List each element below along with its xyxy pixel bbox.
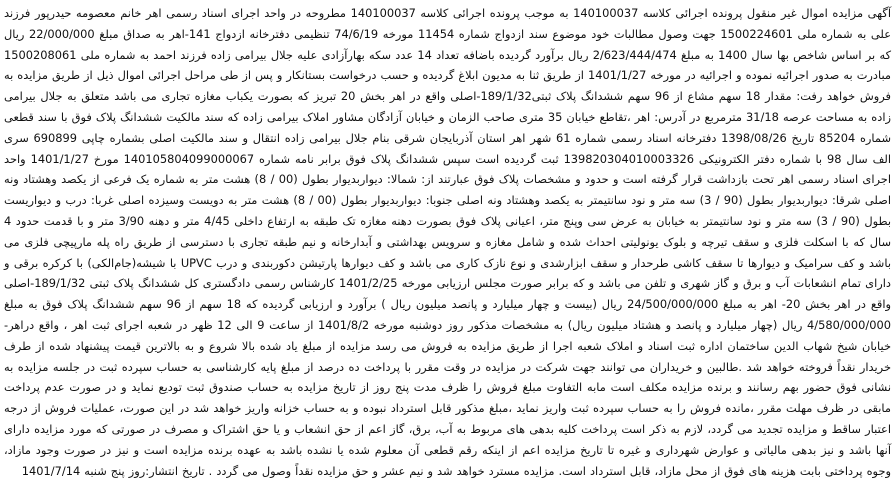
auction-notice-text: آگهی مزایده اموال غیر منقول پرونده اجرائی کلاسه 140100037 به موجب پرونده اجرائی کلاسه 140100037 مطروحه در واحد اجرای اسناد رسمی اهر خانم معصومه حیدرپور فرزند علی به شماره ملی 1500224601 جهت وصول مطالبات خود موضوع سند ازدواج شماره 11454 مورخه 74/6/19 تنظیمی دفترخانه ازدواج 141-اهر به صداق مبلغ 22/000/000 ریال که بر اساس شاخص بها سال 1400 به مبلغ 2/623/444/474 ریال برآورد گردیده باضافه تعداد 14 عدد سکه بهارآزادی علیه جلال بیرامی زاده فرزند احمد به شماره ملی 1500208061 مبادرت به صدور اجرائیه نموده و اجرائیه در مورخه 1401/1/27 از طریق ثنا به مدیون ابلاغ گردیده و حسب درخواست بستانکار و پس از طی مراحل اجرائی اموال ذیل از طریق مزایده به فروش خواهد رفت: مقدار 18 سهم مشاع از 96 سهم ششدانگ پلاک ثبتی189/1/32-اصلی واقع در اهر بخش 20 تبریز که بصورت یکباب مغازه تجاری می باشد متعلق به جلال بیرامی زاده به مساحت عرصه 31/18 مترمربع در آدرس: اهر ،تقاطع خیابان 35 متری صاحب الزمان و خیابان آزادگان مشاور املاک بیرامی زاده که سند مالکیت ششدانگ پلاک فوق با سند قطعی شماره 85204 تاریخ 1398/08/26 دفترخانه اسناد رسمی شماره 61 شهر اهر استان آذربایجان شرقی بنام جلال بیرامی زاده انتقال و سند مالکیت اصلی بشماره چاپی 690899 سری الف سال 98 با شماره دفتر الکترونیکی 139820304010003326 ثبت گردیده است سپس ششدانگ پلاک فوق برابر نامه شماره 140105804099000067 مورخ 1401/1/27 واحد اجرای اسناد رسمی اهر تحت بازداشت قرار گرفته است و حدود و مشخصات پلاک فوق عبارتند از: شمالا: دیواربدیوار بطول (00 / 8) هشت متر به شماره یک فرعی از یکصد وهشتاد ونه اصلی شرقا: دیواربدیوار بطول (90 / 3) سه متر و نود سانتیمتر به یکصد وهشتاد ونه اصلی جنوبا: دیواربدیوار بطول (00 / 8) هشت متر به دویست وسیزده اصلی غربا: درب و دیواریست بطول (90 / 3) سه متر و نود سانتیمتر به خیابان به عرض سی وپنج متر، اعیانی پلاک فوق بصورت دهنه مغازه تک طبقه به ارتفاع داخلی 4/45 متر و دهنه 3/90 متر و با قدمت حدود 4 سال که با اسکلت فلزی و سقف تیرچه و بلوک یونولیتی احداث شده و شامل مغازه و سرویس بهداشتی و آبدارخانه و نیم طبقه تجاری با دسترسی از طریق راه پله مارپیچی فلزی می باشد و کف سرامیک و دیوارها تا سقف کاشی طرحدار و سقف ابزارشدی و نوع نازک کاری می باشد و کف دیوارها پارتیشن دکوربندی و درب UPVC با شیشه(جام‌الکی) با کرکره برقی و دارای تمام انشعابات آب و برق و گاز شهری و تلفن می باشد و که برابر صورت مجلس ارزیابی مورخه 1401/2/25 کارشناس رسمی دادگستری کل ششدانگ پلاک ثبتی 189/1/32-اصلی واقع در اهر بخش 20- اهر به مبلغ 24/500/000/000 ریال (بیست و چهار میلیارد و پانصد میلیون ریال ) برآورد و ارزیابی گردیده که 18 سهم از 96 سهم ششدانگ پلاک فوق به مبلغ 4/580/000/000 ریال (چهار میلیارد و پانصد و هشتاد میلیون ریال) به مشخصات مذکور روز دوشنبه مورخه 1401/8/2 از ساعت 9 الی 12 ظهر در شعبه اجرای ثبت اهر ، واقع دراهر- خیابان شیخ شهاب الدین ساختمان اداره ثبت اسناد و املاک شعبه اجرا از طریق مزایده به فروش می رسد مزایده از مبلغ یاد شده بالا شروع و به بالاترین قیمت پیشنهاد شده از طرف خریدار نقداً فروخته خواهد شد .طالبین و خریداران می توانند جهت شرکت در مزایده در وقت مقرر با پرداخت ده درصد از مبلغ پایه کارشناسی به حساب سپرده ثبت در جلسه مزایده به نشانی فوق حضور بهم رسانند و برنده مزایده مکلف است مابه التفاوت مبلغ فروش را ظرف مدت پنج روز از تاریخ مزایده به حساب صندوق ثبت تودیع نماید و در صورت عدم پرداخت مابقی در ظرف مهلت مقرر ،مانده فروش را به حساب سپرده ثبت واریز نماید ،مبلغ مذکور قابل استرداد نبوده و به حساب خزانه واریز خواهد شد در این صورت، عملیات فروش از درجه اعتبار ساقط و مزایده تجدید می گردد، لازم به ذکر است پرداخت کلیه بدهی های مربوط به آب، برق، گاز اعم از حق انشعاب و یا حق اشتراک و مصرف در صورتی که مورد مزایده دارای آنها باشد و نیز بدهی مالیاتی و عوارض شهرداری و غیره تا تاریخ مزایده اعم از اینکه رقم قطعی آن معلوم شده یا نشده باشد به عهده برنده مزایده است و نیز در صورت وجود مازاد، وجوه پرداختی بابت هزینه های فوق از محل مازاد، قابل استرداد است. مزایده مسترد خواهد شد و نیم عشر و حق مزایده نقداً وصول می گردد . تاریخ انتشار:روز پنج شنبه 1401/7/14 bbox=[4, 6, 892, 478]
